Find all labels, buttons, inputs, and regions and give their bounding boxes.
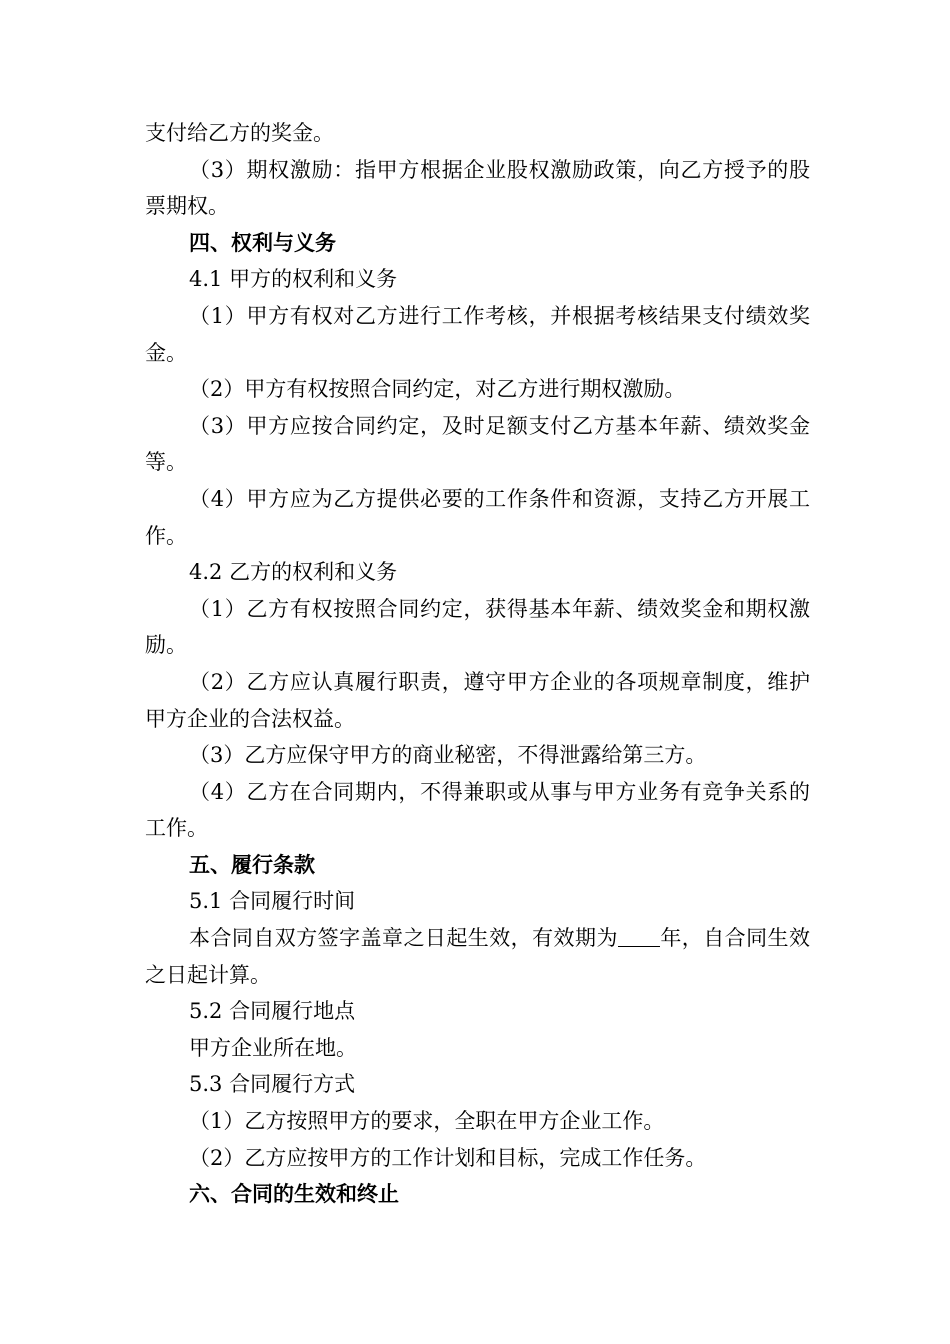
paragraph: （2）甲方有权按照合同约定，对乙方进行期权激励。	[189, 377, 686, 402]
subsection-title: 4.1 甲方的权利和义务	[189, 267, 398, 292]
paragraph-text-before-blank: 本合同自双方签字盖章之日起生效，有效期为	[189, 926, 618, 951]
paragraph-text-after-blank: 年，自合同生效之日起计算。	[145, 926, 811, 987]
paragraph: （1）甲方有权对乙方进行工作考核，并根据考核结果支付绩效奖金。	[145, 303, 810, 365]
paragraph: （1）乙方有权按照合同约定，获得基本年薪、绩效奖金和期权激励。	[145, 596, 810, 658]
fill-in-blank	[618, 926, 660, 947]
contract-body	[145, 115, 810, 1213]
paragraph: 支付给乙方的奖金。	[145, 121, 334, 145]
section-heading: 五、履行条款	[189, 851, 315, 877]
paragraph: （4）乙方在合同期内，不得兼职或从事与甲方业务有竞争关系的工作。	[145, 779, 810, 841]
subsection-title: 4.2 乙方的权利和义务	[189, 560, 398, 585]
paragraph: （1）乙方按照甲方的要求，全职在甲方企业工作。	[189, 1109, 665, 1134]
paragraph: （3）期权激励：指甲方根据企业股权激励政策，向乙方授予的股票期权。	[145, 157, 810, 219]
paragraph: 甲方企业所在地。	[189, 1035, 357, 1060]
paragraph-with-blank	[145, 920, 810, 993]
subsection-title: 5.1 合同履行时间	[189, 889, 356, 914]
section-heading: 四、权利与义务	[189, 229, 336, 255]
subsection-title: 5.3 合同履行方式	[189, 1072, 356, 1097]
paragraph: （2）乙方应按甲方的工作计划和目标，完成工作任务。	[189, 1145, 707, 1170]
subsection-title: 5.2 合同履行地点	[189, 999, 356, 1024]
paragraph: （3）乙方应保守甲方的商业秘密，不得泄露给第三方。	[189, 743, 707, 768]
paragraph: （3）甲方应按合同约定，及时足额支付乙方基本年薪、绩效奖金等。	[145, 413, 810, 475]
paragraph: （4）甲方应为乙方提供必要的工作条件和资源，支持乙方开展工作。	[145, 486, 810, 548]
paragraph: （2）乙方应认真履行职责，遵守甲方企业的各项规章制度，维护甲方企业的合法权益。	[145, 669, 810, 731]
section-heading: 六、合同的生效和终止	[189, 1181, 399, 1207]
